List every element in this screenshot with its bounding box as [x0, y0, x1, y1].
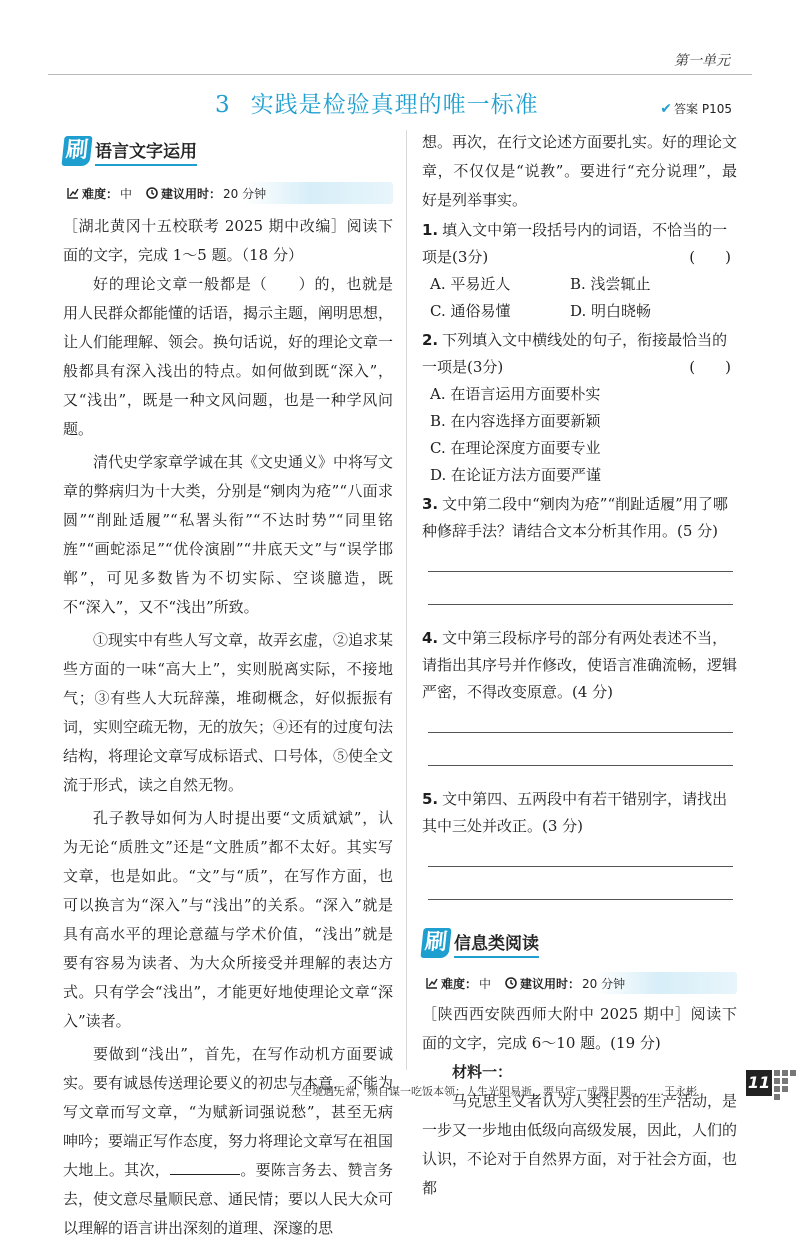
answer-line[interactable] — [428, 604, 733, 605]
material-label: 材料一： — [452, 1063, 513, 1081]
question-text: 填入文中第一段括号内的词语，不恰当的一项是(3分) — [422, 221, 728, 266]
brush-badge-icon: 刷 — [61, 136, 92, 166]
passage-2 — [422, 1000, 737, 1203]
answer-reference-text: 答案 P105 — [674, 102, 732, 116]
question-text: 文中第三段标序号的部分有两处表述不当，请指出其序号并作修改，使语言准确流畅，逻辑严密，不得改变原意。(4 分) — [422, 629, 738, 701]
chart-icon — [67, 187, 79, 199]
left-column — [63, 132, 393, 1243]
time-value: 20 分钟 — [582, 976, 626, 991]
option-c[interactable]: C. 通俗易懂 — [430, 302, 511, 320]
question-5 — [422, 786, 737, 900]
meta-bar — [63, 182, 393, 204]
question-4 — [422, 625, 737, 766]
clock-icon — [505, 977, 517, 989]
answer-reference — [660, 100, 732, 117]
column-divider — [406, 130, 407, 1070]
question-number: 2. — [422, 331, 439, 349]
lesson-title — [215, 86, 539, 119]
paragraph-text: 。要陈言务去、赞言务去，使文意尽量顺民意、通民情；要以人民大众可以理解的语言讲出深刻的道理、深邃的思 — [63, 1161, 394, 1237]
paragraph-text: ）的，也就是用人民群众都能懂的话语，揭示主题，阐明思想，让人们能理解、领会。换句话说，好的理论文章一般都具有深入浅出的特点。如何做到既“深入”，又“浅出”，既是一种文风问题，也是一种学风问题。 — [63, 275, 394, 438]
option-b[interactable]: B. 在内容选择方面要新颖 — [430, 412, 601, 430]
question-text: 文中第二段中“剜肉为疮”“削趾适履”用了哪种修辞手法？请结合文本分析其作用。(5 分) — [422, 495, 728, 540]
question-number: 3. — [422, 495, 439, 513]
option-d[interactable]: D. 在论证方法方面要严谨 — [430, 466, 602, 484]
paragraph — [63, 270, 393, 444]
passage-intro: ［陕西西安陕西师大附中 2025 期中］阅读下面的文字，完成 6～10 题。(19 分) — [422, 1005, 737, 1052]
paragraph: 清代史学家章学诚在其《文史通义》中将写文章的弊病归为十大类，分别是“剜肉为疮”“八面求圆”“削趾适履”“私署头衔”“不达时势”“同里铭旌”“画蛇添足”“优伶演剧”“井底天文”与“误学邯郸”，可见多数皆为不切实际、空谈臆造，既不“深入”，又不“浅出”所致。 — [63, 453, 394, 616]
section-title: 信息类阅读 — [454, 929, 539, 958]
clock-icon — [146, 187, 158, 199]
question-text: 文中第四、五两段中有若干错别字，请找出其中三处并改正。(3 分) — [422, 790, 728, 835]
paragraph: ①现实中有些人写文章，故弄玄虚，②追求某些方面的一味“高大上”，实则脱离实际，不接地气；③有些人大玩辞藻，堆砌概念，好似振振有词，实则空疏无物，无的放矢；④还有的过度句法结构，将理论文章写成标语式、口号体，⑤使全文流于形式，读之自然无物。 — [63, 631, 394, 794]
option-a[interactable]: A. 平易近人 — [430, 275, 511, 293]
lesson-number: 3 — [215, 92, 231, 118]
right-column — [422, 128, 737, 1203]
page-number: 11 — [746, 1070, 772, 1096]
difficulty-label: 难度： — [441, 976, 478, 991]
option-c[interactable]: C. 在理论深度方面要专业 — [430, 439, 601, 457]
paragraph-text: 好的理论文章一般都是（ — [93, 275, 268, 293]
header-divider — [48, 74, 752, 75]
chart-icon — [426, 977, 438, 989]
unit-label: 第一单元 — [674, 53, 730, 69]
question-number: 1. — [422, 221, 439, 239]
option-b[interactable]: B. 浅尝辄止 — [570, 275, 651, 293]
time-label: 建议用时： — [520, 976, 581, 991]
answer-line[interactable] — [428, 732, 733, 733]
question-2 — [422, 327, 737, 489]
paragraph: 马克思主义者认为人类社会的生产活动，是一步又一步地由低级向高级发展，因此，人们的认识，不论对于自然界方面，对于社会方面，也都 — [422, 1092, 738, 1197]
question-number: 5. — [422, 790, 439, 808]
check-icon: ✔ — [660, 101, 673, 117]
difficulty-label: 难度： — [82, 186, 119, 201]
question-3 — [422, 491, 737, 605]
answer-line[interactable] — [428, 866, 733, 867]
fill-blank — [170, 1160, 240, 1175]
time-value: 20 分钟 — [223, 186, 267, 201]
answer-line[interactable] — [428, 571, 733, 572]
difficulty-value: 中 — [479, 976, 492, 991]
time-label: 建议用时： — [161, 186, 222, 201]
question-1 — [422, 217, 737, 325]
corner-decoration — [772, 1068, 796, 1108]
answer-line[interactable] — [428, 899, 733, 900]
section-header-language — [63, 132, 393, 166]
lesson-title-text: 实践是检验真理的唯一标准 — [250, 92, 539, 118]
paragraph-continued: 想。再次，在行文论述方面要扎实。好的理论文章，不仅仅是“说教”。要进行“充分说理”，最好是列举事实。 — [422, 133, 738, 209]
section-title: 语言文字运用 — [95, 137, 197, 166]
meta-bar — [422, 972, 737, 994]
paragraph-text: 要做到“浅出”，首先，在写作动机方面要诚实。要有诚恳传送理论要义的初忠与本意，不能为写文章而写文章，“为赋新词强说愁”，甚至无病呻吟；要端正写作态度，努力将理论文章写在祖国大地上。其次， — [63, 1045, 394, 1179]
brush-badge-icon: 刷 — [420, 928, 451, 958]
option-a[interactable]: A. 在语言运用方面要朴实 — [430, 385, 601, 403]
answer-paren[interactable]: ( ) — [689, 248, 731, 266]
difficulty-value: 中 — [120, 186, 133, 201]
question-text: 下列填入文中横线处的句子，衔接最恰当的一项是(3分) — [422, 331, 728, 376]
options — [422, 271, 737, 325]
question-number: 4. — [422, 629, 439, 647]
footer-quote: 人生境遇无常，须自谋一吃饭本领；人生光阴易逝，要早定一成器日期。……王永彬 — [290, 1085, 697, 1098]
answer-line[interactable] — [428, 765, 733, 766]
answer-paren[interactable]: ( ) — [689, 358, 731, 376]
section-header-info-reading — [422, 924, 737, 958]
paragraph: 孔子教导如何为人时提出要“文质斌斌”，认为无论“质胜文”还是“文胜质”都不太好。其实写文章，也是如此。“文”与“质”，在写作方面，也可以换言为“深入”与“浅出”的关系。“深入”就是具有高水平的理论意蕴与学术价值，“浅出”就是要有容易为读者、为大众所接受并理解的表达方式。只有学会“浅出”，才能更好地使理论文章“深入”读者。 — [63, 809, 393, 1030]
option-d[interactable]: D. 明白晓畅 — [570, 302, 652, 320]
paragraph — [63, 1040, 393, 1243]
passage-intro: ［湖北黄冈十五校联考 2025 期中改编］阅读下面的文字，完成 1～5 题。（18 分） — [63, 217, 393, 264]
